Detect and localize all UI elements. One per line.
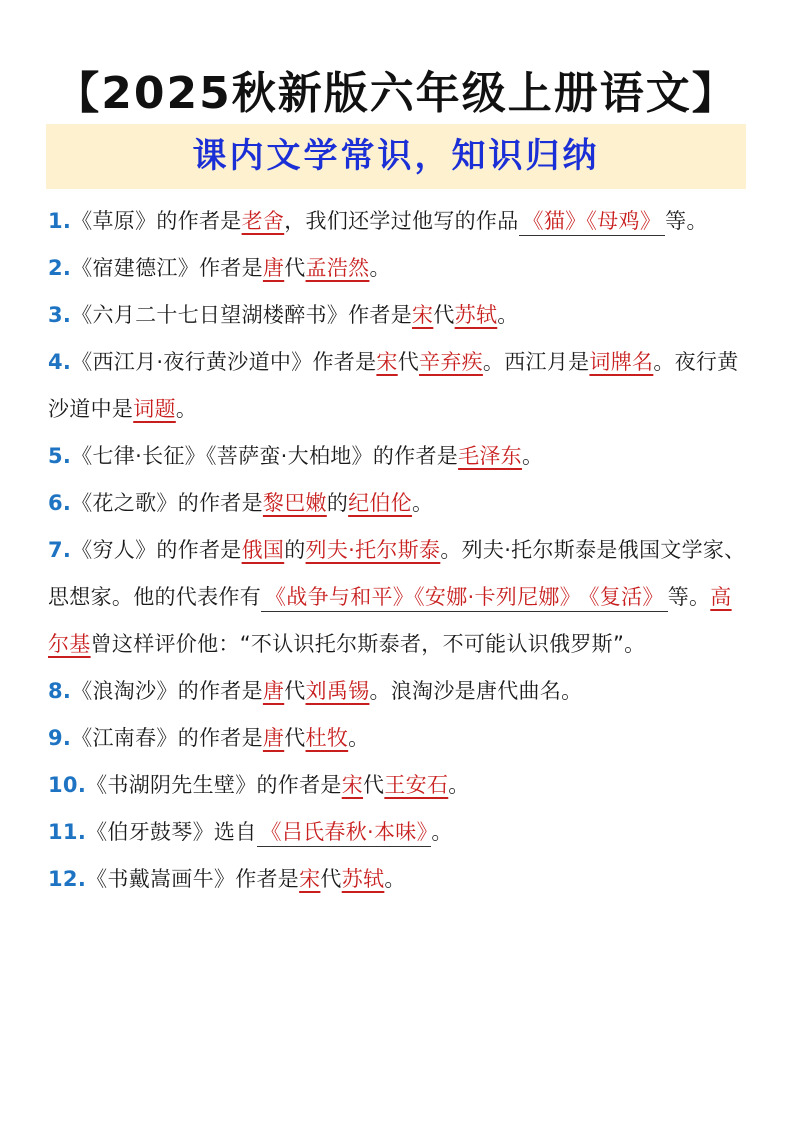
item-number: 7. [48,538,72,562]
item-text: 的 [326,491,349,515]
answer-text: 词牌名 [589,350,654,374]
item-text: 。 [521,444,544,468]
item-text: 《江南春》的作者是 [71,726,263,750]
item-text: 代 [433,303,455,327]
list-item-3 [48,292,748,339]
answer-blank: 《猫》《母鸡》 [519,209,666,236]
answer-blank: 《复活》 [585,585,668,612]
answer-text: 唐 [262,256,285,280]
item-number: 10. [48,773,87,797]
answer-text: 宋 [412,303,434,327]
item-number: 6. [48,491,72,515]
answer-text: 高尔基 [48,585,732,656]
item-number: 8. [48,679,72,703]
item-text: 。 [412,491,434,515]
item-text: 《西江月·夜行黄沙道中》作者是 [71,350,377,374]
item-text: 。夜行黄沙道中是 [48,350,739,421]
item-number: 11. [48,820,87,844]
answer-text: 毛泽东 [458,444,522,468]
item-text: 《宿建德江》作者是 [71,256,263,280]
answer-text: 宋 [376,350,398,374]
item-text: 曾这样评价他：“不认识托尔斯泰者，不可能认识俄罗斯”。 [90,632,646,656]
item-text: 。 [384,867,406,891]
item-text: 《伯牙鼓琴》选自 [86,820,257,844]
item-text: 等。 [667,585,711,609]
item-text: 。 [431,820,453,844]
item-text: 。 [175,397,198,421]
answer-blank: 《战争与和平》《安娜·卡列尼娜》 [261,585,585,612]
item-number: 1. [48,209,72,233]
item-text: 代 [363,773,385,797]
item-text: 代 [320,867,342,891]
answer-text: 辛弃疾 [419,350,483,374]
item-text: 《草原》的作者是 [71,209,242,233]
answer-text: 刘禹锡 [305,679,370,703]
item-number: 4. [48,350,72,374]
answer-text: 黎巴嫩 [262,491,327,515]
item-text: 的 [284,538,306,562]
item-text: 代 [284,726,306,750]
item-text: 《花之歌》的作者是 [71,491,263,515]
item-text: 代 [397,350,420,374]
item-text: 《浪淘沙》的作者是 [71,679,263,703]
item-number: 9. [48,726,72,750]
item-text: 等。 [665,209,708,233]
item-number: 5. [48,444,72,468]
page-subtitle: 课内文学常识，知识归纳 [192,136,600,176]
answer-text: 宋 [299,867,321,891]
list-item-5 [48,433,748,480]
answer-text: 孟浩然 [305,256,370,280]
item-text: 。 [448,773,470,797]
answer-text: 苏轼 [341,867,385,891]
item-text: 代 [284,256,306,280]
item-text: 《书戴嵩画牛》作者是 [86,867,300,891]
item-text: 。浪淘沙是唐代曲名。 [369,679,583,703]
answer-text: 俄国 [241,538,285,562]
item-text: 。西江月是 [482,350,590,374]
item-text: 《书湖阴先生壁》的作者是 [86,773,342,797]
item-number: 12. [48,867,87,891]
list-item-10 [48,762,748,809]
answer-text: 老舍 [241,209,285,233]
item-text: 《六月二十七日望湖楼醉书》作者是 [71,303,413,327]
answer-blank: 《吕氏春秋·本味》 [257,820,432,847]
item-number: 3. [48,303,72,327]
list-item-8 [48,668,748,715]
subtitle-banner [46,124,746,189]
item-text: 。 [369,256,391,280]
knowledge-list [48,198,748,903]
item-text: 。列夫·托尔斯泰是俄国文学家、思想家。他的代表作有 [48,538,746,609]
list-item-1 [48,198,748,245]
item-text: 《穷人》的作者是 [71,538,242,562]
list-item-9 [48,715,748,762]
list-item-6 [48,480,748,527]
answer-text: 唐 [262,679,285,703]
answer-text: 苏轼 [454,303,498,327]
list-item-11 [48,809,748,856]
item-text: 。 [348,726,370,750]
item-text: 《七律·长征》《菩萨蛮·大柏地》的作者是 [71,444,459,468]
list-item-12 [48,856,748,903]
page-title: 【2025秋新版六年级上册语文】 [55,68,738,119]
answer-text: 纪伯伦 [348,491,413,515]
item-number: 2. [48,256,72,280]
answer-text: 杜牧 [305,726,349,750]
answer-text: 列夫·托尔斯泰 [305,538,441,562]
answer-text: 宋 [341,773,364,797]
list-item-2 [48,245,748,292]
answer-text: 王安石 [384,773,449,797]
list-item-4 [48,339,748,433]
list-item-7 [48,527,748,668]
answer-text: 词题 [133,397,176,421]
item-text: 。 [497,303,519,327]
item-text: ，我们还学过他写的作品 [284,209,519,233]
answer-text: 唐 [262,726,285,750]
item-text: 代 [284,679,306,703]
